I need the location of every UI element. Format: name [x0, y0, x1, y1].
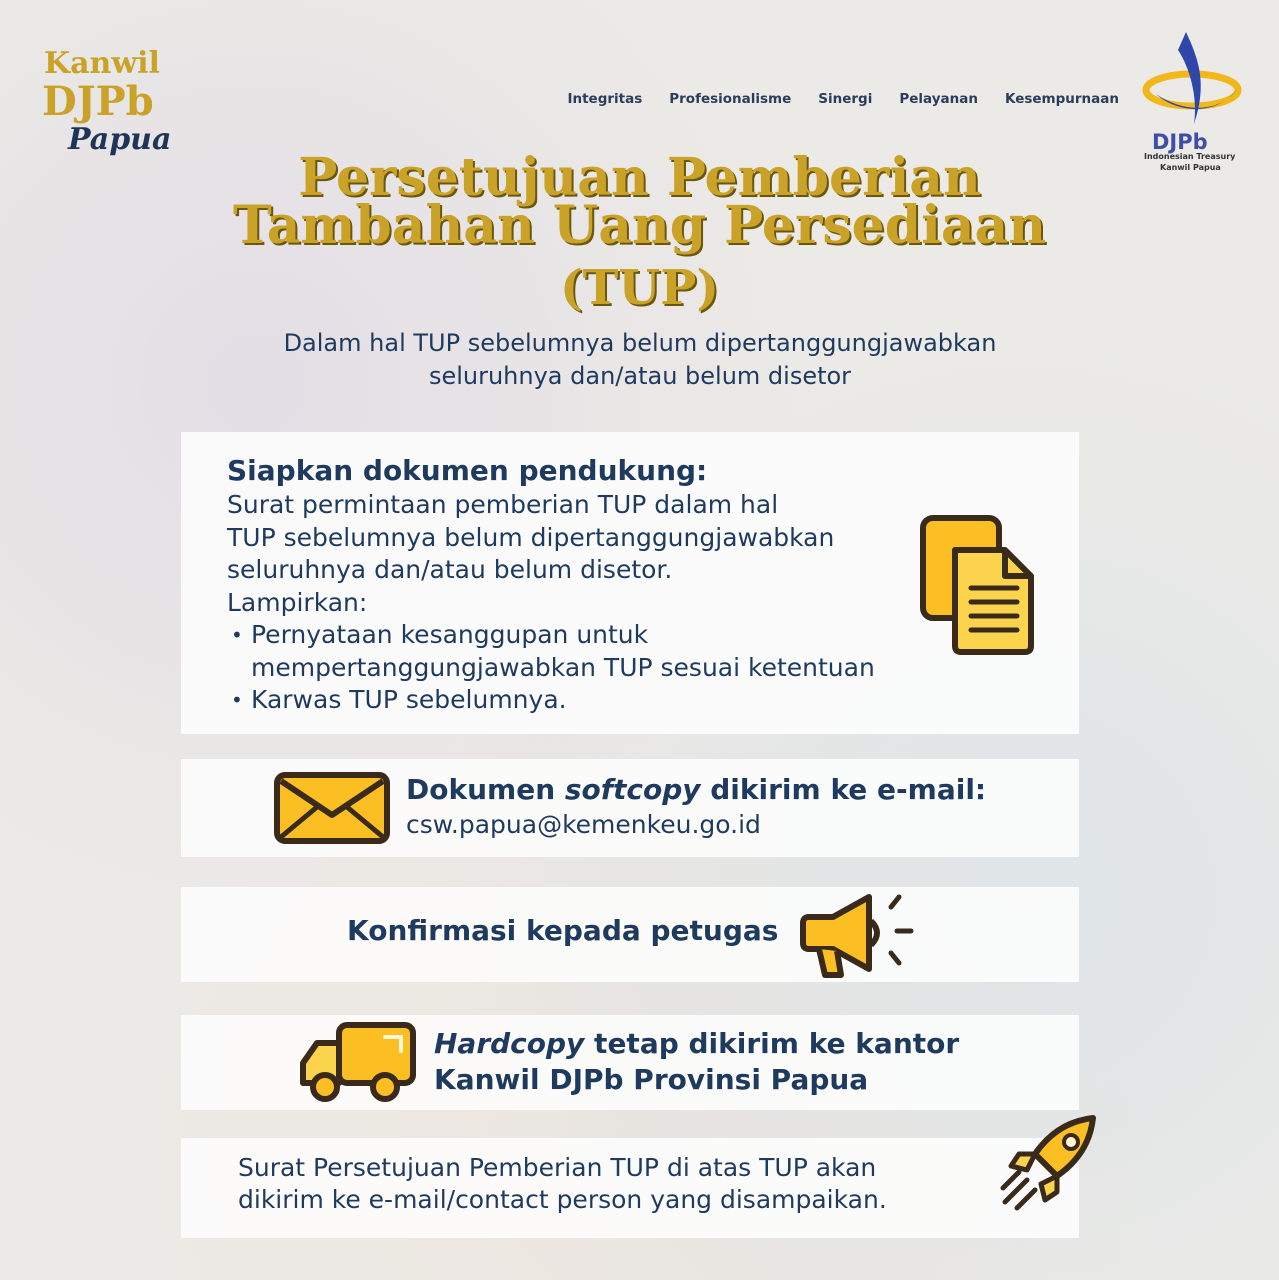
subtitle-line-1: Dalam hal TUP sebelumnya belum dipertanggungjawabkan — [283, 329, 997, 357]
nav-item-kesempurnaan[interactable]: Kesempurnaan — [1004, 91, 1119, 107]
logo-papua-text: Papua — [68, 122, 172, 157]
title-line-2: Tambahan Uang Persediaan — [232, 195, 1047, 256]
email-heading — [406, 773, 986, 806]
values-nav — [567, 91, 1119, 107]
logo-kanwil-text: Kanwil — [44, 46, 160, 81]
nav-item-integritas[interactable]: Integritas — [567, 91, 643, 107]
hardcopy-italic: Hardcopy — [434, 1027, 585, 1060]
confirm-text: Konfirmasi kepada petugas — [347, 914, 779, 947]
approval-line-1: Surat Persetujuan Pemberian TUP di atas TUP akan — [238, 1153, 877, 1182]
approval-text — [238, 1152, 887, 1216]
approval-card — [181, 1138, 1079, 1238]
nav-item-pelayanan[interactable]: Pelayanan — [899, 91, 978, 107]
documents-heading: Siapkan dokumen pendukung: — [227, 454, 708, 487]
kanwil-logo — [40, 46, 190, 166]
nav-item-profesionalisme[interactable]: Profesionalisme — [669, 91, 792, 107]
hardcopy-line-2: Kanwil DJPb Provinsi Papua — [434, 1063, 869, 1096]
documents-card — [181, 432, 1079, 734]
envelope-icon — [273, 771, 391, 845]
logo-sub-kanwil: Kanwil Papua — [1160, 163, 1221, 172]
title-line-3: (TUP) — [559, 260, 720, 316]
hardcopy-card — [181, 1015, 1079, 1110]
subtitle — [140, 327, 1140, 393]
title-line-1: Persetujuan Pemberian — [298, 147, 981, 208]
logo-djpb-text: DJPb — [42, 78, 154, 125]
list-item — [227, 684, 927, 717]
logo-djpb-name: DJPb — [1152, 130, 1208, 154]
truck-icon — [299, 1021, 419, 1105]
email-heading-post: dikirim ke e-mail: — [700, 773, 987, 806]
megaphone-icon — [799, 889, 917, 981]
documents-line-2: TUP sebelumnya belum dipertanggungjawabkan — [227, 522, 835, 552]
bullet-1-line-2: mempertanggungjawabkan TUP sesuai ketentuan — [251, 652, 875, 682]
documents-line-3: seluruhnya dan/atau belum disetor. — [227, 555, 673, 584]
nav-item-sinergi[interactable]: Sinergi — [818, 91, 873, 107]
bullet-2-line-1: • Karwas TUP sebelumnya. — [251, 685, 567, 714]
djpb-emblem-icon — [1138, 28, 1248, 132]
attachments-list — [227, 619, 927, 717]
hardcopy-line-1-post: tetap dikirim ke kantor — [584, 1027, 960, 1060]
email-address[interactable]: csw.papua@kemenkeu.go.id — [406, 810, 761, 839]
documents-icon — [919, 514, 1039, 656]
list-item — [227, 619, 927, 684]
approval-line-2: dikirim ke e-mail/contact person yang disampaikan. — [238, 1185, 887, 1214]
email-heading-pre: Dokumen — [406, 773, 565, 806]
logo-sub-treasury: Indonesian Treasury — [1144, 152, 1236, 161]
documents-body — [227, 489, 927, 717]
email-card — [181, 759, 1079, 857]
confirm-card — [181, 887, 1079, 982]
subtitle-line-2: seluruhnya dan/atau belum disetor — [428, 362, 852, 390]
hardcopy-line-1 — [434, 1027, 959, 1060]
bullet-1-line-1: • Pernyataan kesanggupan untuk — [251, 620, 649, 649]
documents-line-4: Lampirkan: — [227, 587, 368, 617]
documents-line-1: Surat permintaan pemberian TUP dalam hal — [227, 490, 779, 519]
email-heading-italic: softcopy — [564, 773, 701, 806]
rocket-icon — [997, 1112, 1101, 1216]
